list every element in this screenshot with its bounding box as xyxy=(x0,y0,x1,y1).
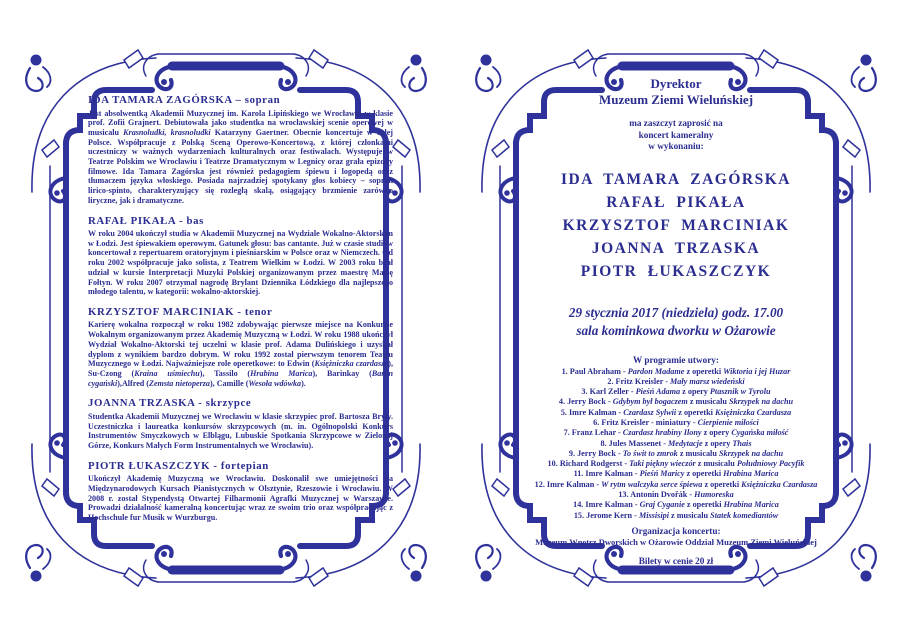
work-title: Cierpienie miłości xyxy=(697,417,759,427)
program-item xyxy=(504,511,848,521)
text-run: Katarzyny Gaertner. Obecnie koncertuje w całej Polsce. Współpracuje z Polską Sceną Operowo-Koncertową, z której członkami uczestniczy w ważnych wydarzeniach kulturalnych oraz festiwalach. Występuje w Teatrze Polskim we Wrocławiu i Teatrze Dramatycznym w Legnicy oraz grała epizody filmowe. Ida Tamara Zagórska jest również pedagogiem śpiewu i logopedą oraz tłumaczem języka włoskiego. Posiada najrzadziej spotykany głos kobiecy – sopran lirico-spinto, charakteryzujący się rozległą skalą, osiągający brzmienie zarówno liryczne, jak i dramatyczne. xyxy=(88,127,393,205)
text-run: 14. Imre Kalman - xyxy=(573,500,640,510)
ticket-price: Bilety w cenie 20 zł xyxy=(638,556,714,567)
text-run: 5. Imre Kalman - xyxy=(560,407,624,417)
performer-name: JOANNA TRZASKA xyxy=(591,239,761,257)
work-title: Czardasz Sylwii xyxy=(623,407,677,417)
text-run: z operetki xyxy=(684,366,724,376)
program-item xyxy=(504,408,848,418)
text-run: z opery xyxy=(680,387,710,397)
program-list xyxy=(504,367,848,521)
text-run: z musicalu xyxy=(695,459,737,469)
event-datetime-block xyxy=(504,304,848,340)
bio-section xyxy=(88,306,393,388)
bio-text xyxy=(88,109,393,206)
text-run: 9. Jerry Bock - xyxy=(568,448,623,458)
left-page xyxy=(6,16,446,620)
work-title: Pieśń Adama xyxy=(635,387,681,397)
work-title: Ptasznik w Tyrolu xyxy=(709,387,771,397)
work-title: Południowy Pacyfik xyxy=(736,459,805,469)
text-run: z operetki xyxy=(702,479,742,489)
bio-heading: RAFAŁ PIKAŁA - bas xyxy=(88,214,204,227)
event-venue: sala kominkowa dworku w Ożarowie xyxy=(576,322,776,338)
host-title: Dyrektor xyxy=(650,76,702,91)
work-title: W rytm walczyka serce śpiewa xyxy=(601,479,703,489)
invite-line: w wykonaniu: xyxy=(648,141,704,151)
text-run: 1. Paul Abraham - xyxy=(561,366,628,376)
italic-run: Księżniczka czardasza xyxy=(314,359,389,369)
program-item xyxy=(504,469,848,479)
bio-section xyxy=(88,94,393,206)
text-run: 3. Karl Zeller - xyxy=(581,387,636,397)
text-run: Jest absolwentką Akademii Muzycznej im. Karola Lipińskiego we Wrocławiu w klasie prof. Zofii Grajnert. Debiutowała jako studentka na wrocławskiej scenie operowej w musicalu xyxy=(88,108,393,137)
text-run: W roku 2004 ukończył studia w Akademii Muzycznej na Wydziale Wokalno-Aktorskim w Łodzi. Jest śpiewakiem operowym. Gatunek głosu: bas cantante. Już w czasie studiów koncertował z repertuarem oratoryjnym i pieśniarskim w Polsce oraz w Niemczech. Od roku 2002 współpracuje jako solista, z Teatrem Wielkim w Łodzi. W 2003 roku brał udział w kursie Interpretacji Muzyki Polskiej organizowanym przez maestrę Marię Fołtyn. W roku 2007 otrzymał nagrodę Brylant Dziennika Łódzkiego dla najlepszego młodego talentu, w kategorii: wokalno-aktorskiej. xyxy=(88,229,393,297)
italic-run: Zemsta nietoperza xyxy=(149,378,210,388)
work-title: Gdybym był bogaczem xyxy=(612,397,688,407)
organizer-title: Organizacja koncertu: xyxy=(631,525,721,536)
italic-run: Krasnoludki, krasnoludki xyxy=(123,127,211,137)
performers-list xyxy=(504,168,848,283)
text-run: z operetki xyxy=(684,500,724,510)
program-item xyxy=(504,428,848,438)
text-run: 7. Franz Lehar - xyxy=(563,428,623,438)
italic-run: Baron cygański xyxy=(88,368,393,388)
text-run: ), Tassilo ( xyxy=(199,368,251,378)
bio-text xyxy=(88,229,393,297)
text-run: z musicalu xyxy=(677,448,719,458)
text-run: Ukończył Akademię Muzyczną we Wrocławiu. Doskonalił swe umiejętności na Międzynarodowych Kursach Pianistycznych w Olsztynie, Rzeszowie i Wrocławiu. W 2008 r. został Stypendystą Otwartej Filharmonii Agrafki Muzycznej w Warszawie. Prowadzi działalność kameralną koncertując wraz ze swoim trio oraz współpracując z Hochschule fur Musik w Wurzburgu. xyxy=(88,474,393,522)
italic-run: Wesoła wdówka xyxy=(248,378,302,388)
work-title: Mały marsz wiedeński xyxy=(670,376,745,386)
bio-section xyxy=(88,215,393,297)
performer-name: IDA TAMARA ZAGÓRSKA xyxy=(561,170,791,188)
text-run: Studentka Akademii Muzycznej we Wrocławiu w klasie skrzypiec prof. Bartosza Bryły. Uczestniczka i laureatka konkursów skrzypcowych (m. in. Ogólnopolski Konkurs Instrumentów Smyczkowych w Elblągu, Lubuskie Spotkania Skrzypcowe w Zielonej Górze, Konkurs Małych Form Instrumentalnych we Wrocławiu). xyxy=(88,411,393,450)
bio-text xyxy=(88,412,393,451)
work-title: Księżniczka Czardasza xyxy=(741,479,818,489)
text-run: ), Camille ( xyxy=(209,378,249,388)
work-title: Hrabina Marica xyxy=(723,469,779,479)
work-title: To świt to zmrok xyxy=(622,448,678,458)
text-run: Karierę wokalna rozpoczął w roku 1982 zdobywając pierwsze miejsce na Konkursie Wokalnym organizowanym przez Akademię Muzyczną w Łodzi. W roku 1988 ukończył Wydział Wokalno-Aktorski tej uczelni w klasie prof. Adama Dulińskiego i uzyskał dyplom z wynikiem bardzo dobrym. W roku 1992 został pierwszym tenorem Teatru Muzycznego w Łodzi. Najważniejsze role operetkowe: to Edwin ( xyxy=(88,320,393,369)
program-item xyxy=(504,459,848,469)
work-title: Hrabina Marica xyxy=(723,500,779,510)
text-run: 6. Fritz Kreisler - miniatury - xyxy=(593,417,698,427)
bio-heading: IDA TAMARA ZAGÓRSKA – sopran xyxy=(88,94,281,106)
program-section xyxy=(504,355,848,521)
program-item xyxy=(504,490,848,500)
text-run: 10. Richard Rodgerst - xyxy=(547,459,630,469)
program-item xyxy=(504,439,848,449)
work-title: Czardasz hrabiny Ilony xyxy=(622,428,702,438)
text-run: 15. Jerome Kern - xyxy=(573,510,639,520)
work-title: Taki piękny wieczór xyxy=(629,459,696,469)
program-item xyxy=(504,377,848,387)
text-run: z musicalu xyxy=(668,510,711,520)
text-run: z operetki xyxy=(676,407,715,417)
program-item xyxy=(504,500,848,510)
program-item xyxy=(504,367,848,377)
bio-heading: KRZYSZTOF MARCINIAK - tenor xyxy=(88,305,273,318)
text-run: 8. Jules Massenet - xyxy=(600,438,669,448)
work-title: Thais xyxy=(732,438,752,448)
text-run: z musicalu xyxy=(687,397,729,407)
bio-section xyxy=(88,397,393,450)
text-run: ),Alfred ( xyxy=(117,378,150,388)
italic-run: Kraina uśmiechu xyxy=(134,368,200,378)
work-title: Skrzypek na dachu xyxy=(728,397,794,407)
bio-heading: JOANNA TRZASKA - skrzypce xyxy=(88,397,252,410)
work-title: Księżniczka Czardasza xyxy=(714,407,792,417)
work-title: Graj Cyganie xyxy=(639,500,685,510)
invite-line: koncert kameralny xyxy=(638,129,714,140)
text-run: z operetki xyxy=(684,469,724,479)
work-title: Medytacje xyxy=(668,438,703,448)
italic-run: Hrabina Marica xyxy=(250,368,313,378)
bio-heading: PIOTR ŁUKASZCZYK - fortepian xyxy=(88,459,269,472)
invite-line: ma zaszczyt zaprosić na xyxy=(629,118,723,128)
host-name: Muzeum Ziemi Wieluńskiej xyxy=(598,91,754,107)
bio-sections xyxy=(88,94,393,532)
text-run: 13. Antonin Dvořák - xyxy=(618,490,695,500)
invitation-column xyxy=(504,76,848,567)
organizer-section xyxy=(504,526,848,548)
work-title: Skrzypek na dachu xyxy=(718,448,784,458)
text-run: 11. Imre Kalman - xyxy=(573,469,640,479)
text-run: z opery xyxy=(702,438,733,448)
program-item xyxy=(504,480,848,490)
work-title: Missisipi xyxy=(638,510,669,520)
text-run: z opery xyxy=(701,428,732,438)
organizer-name: Muzeum Wnętrz Dworskich w Ożarowie Oddział Muzeum Ziemi Wieluńskiej xyxy=(535,536,817,547)
invite-lines xyxy=(504,118,848,153)
bio-text xyxy=(88,320,393,388)
program-item xyxy=(504,397,848,407)
bio-text xyxy=(88,474,393,523)
program-title: W programie utwory: xyxy=(633,354,719,365)
program-item xyxy=(504,449,848,459)
work-title: Pardon Madame xyxy=(627,366,685,376)
work-title: Humoreska xyxy=(694,490,734,500)
text-run: 12. Imre Kalman - xyxy=(534,479,602,489)
performer-name: PIOTR ŁUKASZCZYK xyxy=(580,262,772,280)
performer-name: KRZYSZTOF MARCINIAK xyxy=(562,216,790,234)
text-run: ), Barinkay ( xyxy=(312,368,372,378)
work-title: Pieśń Maricy xyxy=(639,469,685,479)
event-datetime: 29 stycznia 2017 (niedziela) godz. 17.00 xyxy=(568,304,784,320)
work-title: Cygańska miłość xyxy=(731,428,789,438)
text-run: 2. Fritz Kreisler - xyxy=(607,376,671,386)
work-title: Statek komediantów xyxy=(710,510,779,520)
program-item xyxy=(504,387,848,397)
text-run: 4. Jerry Bock - xyxy=(558,397,613,407)
work-title: Wiktoria i jej Huzar xyxy=(723,366,791,376)
bio-section xyxy=(88,460,393,523)
text-run: ). xyxy=(301,378,306,388)
performer-name: RAFAŁ PIKAŁA xyxy=(606,193,746,211)
right-page xyxy=(456,16,896,620)
text-run: ), Su-Czong ( xyxy=(88,359,394,378)
program-item xyxy=(504,418,848,428)
